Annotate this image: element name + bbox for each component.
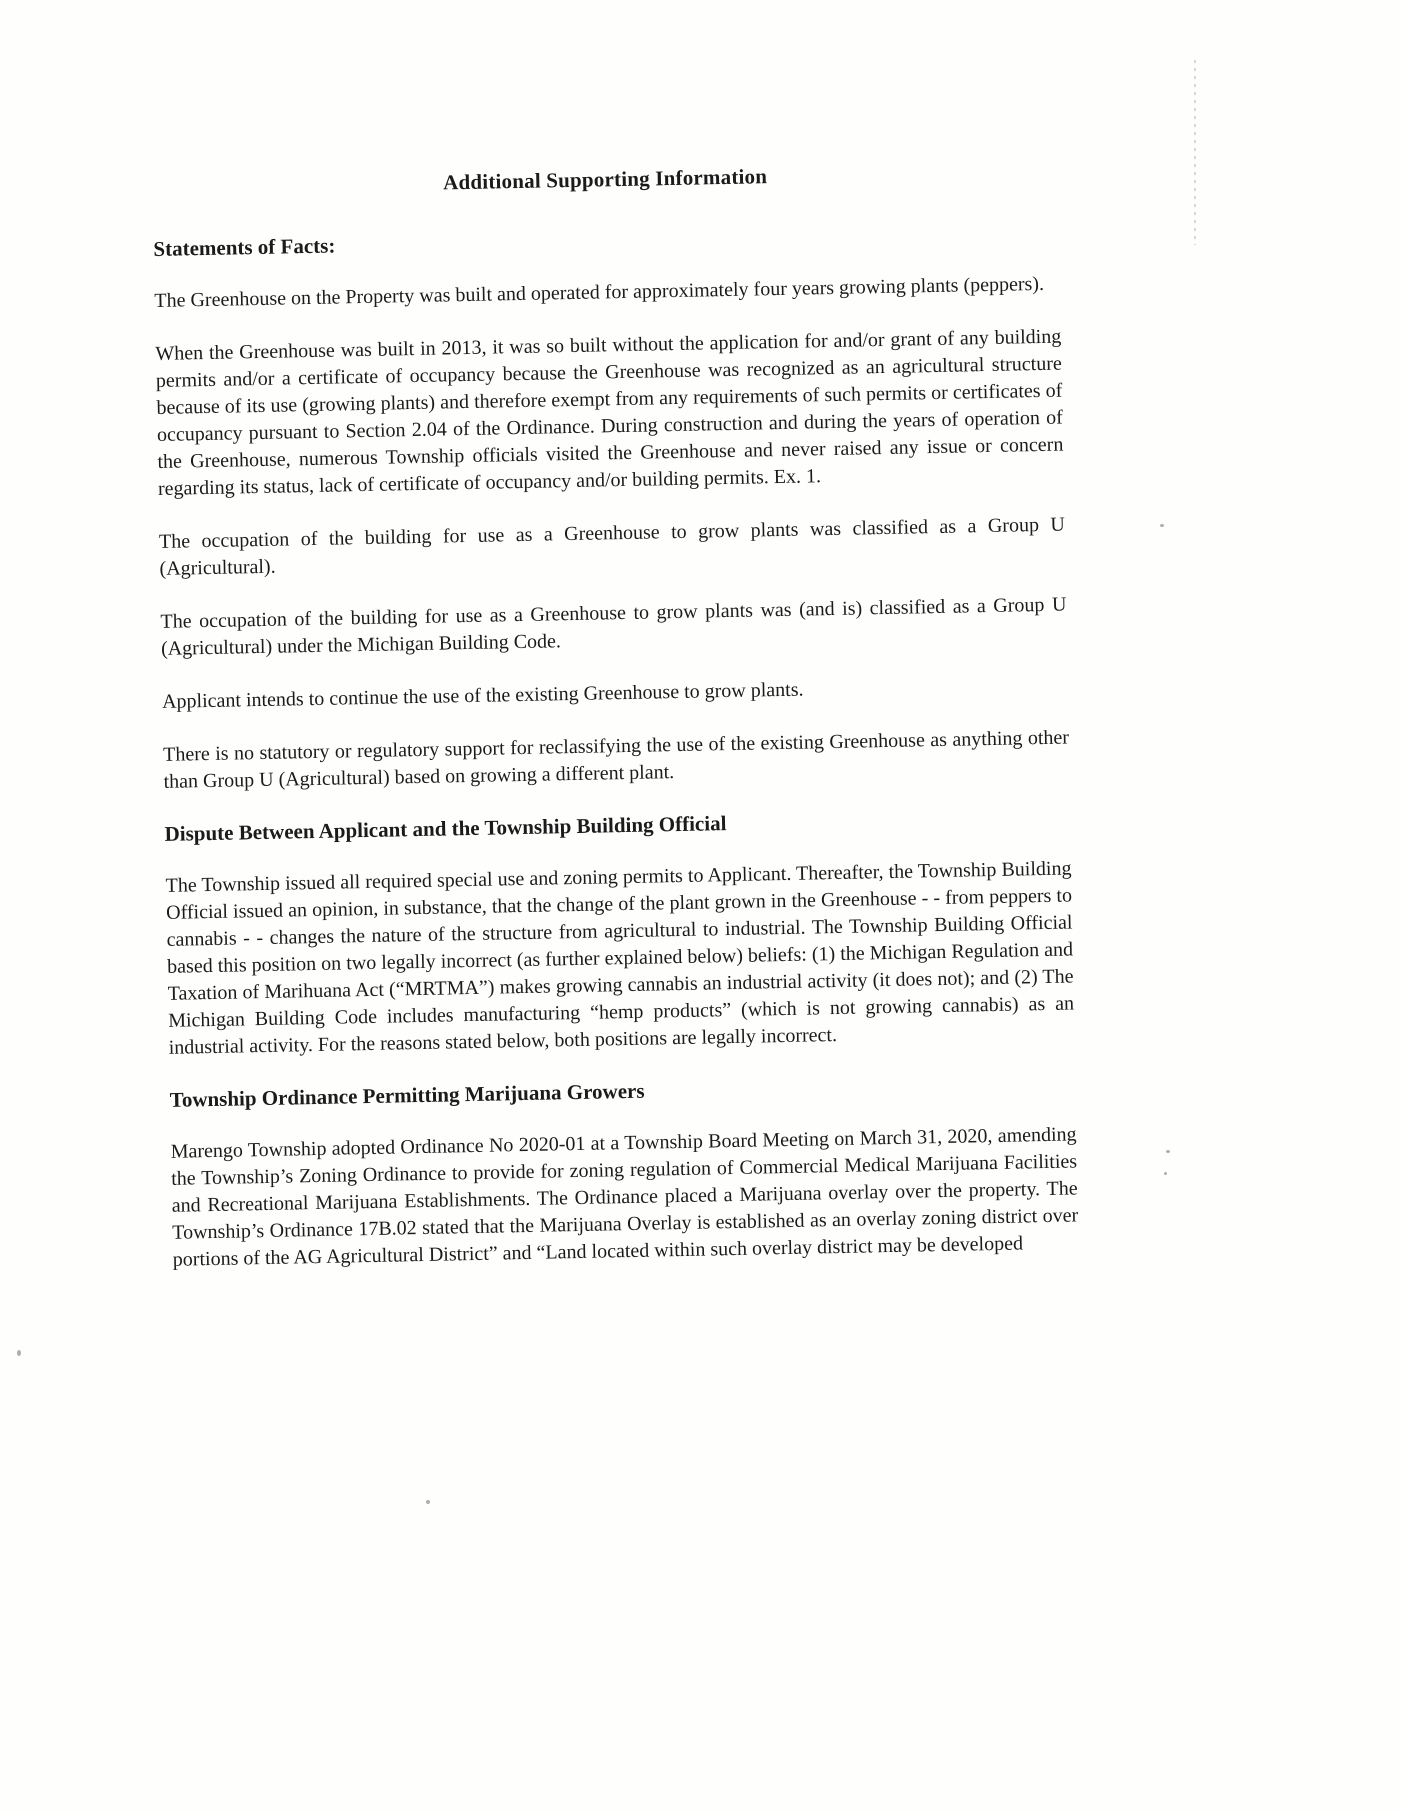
scan-artifact <box>1164 1172 1167 1175</box>
paragraph: The occupation of the building for use as a Greenhouse to grow plants was (and is) classified as a Group U (Agricultural) under the Michigan Building Code. <box>160 593 1067 660</box>
document-content <box>152 159 1079 1300</box>
section-heading-township-ordinance: Township Ordinance Permitting Marijuana Growers <box>169 1078 645 1112</box>
section-heading-statements-of-facts: Statements of Facts: <box>153 233 336 261</box>
scan-artifact <box>1160 524 1164 527</box>
section-township-ordinance <box>170 1070 1079 1273</box>
paragraph: There is no statutory or regulatory support for reclassifying the use of the existing Greenhouse as anything other than Group U (Agricultural) based on growing a different plant. <box>162 726 1070 793</box>
scan-artifact <box>1194 60 1196 245</box>
paragraph: Marengo Township adopted Ordinance No 2020-01 at a Township Board Meeting on March 31, 2020, amending the Township’s Zoning Ordinance to provide for zoning regulation of Commercial Medical Marijuana Facilities and Recreational Marijuana Establishments. The Ordinance placed a Marijuana overlay over the property. The Township’s Ordinance 17B.02 stated that the Marijuana Overlay is established as an overlay zoning district over portions of the AG Agricultural District” and “Land located within such overlay district may be developed <box>170 1123 1079 1271</box>
paragraph: When the Greenhouse was built in 2013, it was so built without the application for and/or grant of any building permits and/or a certificate of occupancy because the Greenhouse was recognized as an agricultural structure because of its use (growing plants) and therefore exempt from any requirements of such permits or certificates of occupancy pursuant to Section 2.04 of the Ordinance. During construction and during the years of operation of the Greenhouse, numerous Township officials visited the Greenhouse and never raised any issue or concern regarding its status, lack of certificate of occupancy and/or building permits. Ex. 1. <box>155 325 1064 500</box>
page-title: Additional Supporting Information <box>442 164 768 195</box>
section-heading-dispute: Dispute Between Applicant and the Township Building Official <box>164 811 727 846</box>
scan-artifact <box>1166 1150 1170 1153</box>
paragraph: The Township issued all required special use and zoning permits to Applicant. Thereafter, the Township Building Official issued an opinion, in substance, that the change of the plant grown in the Greenhouse - - from peppers to cannabis - - changes the nature of the structure from agricultural to industrial. The Township Building Official based this position on two legally incorrect (as further explained below) beliefs: (1) the Michigan Regulation and Taxation of Marihuana Act (“MRTMA”) makes growing cannabis an industrial activity (it does not); and (2) The Michigan Building Code includes manufacturing “hemp products” (which is not growing cannabis) as an industrial activity. For the reasons stated below, both positions are legally incorrect. <box>165 857 1075 1059</box>
paragraph: Applicant intends to continue the use of the existing Greenhouse to grow plants. <box>161 678 804 713</box>
scan-artifact <box>17 1350 21 1356</box>
section-statements-of-facts <box>153 220 1070 796</box>
scan-artifact <box>426 1500 430 1504</box>
paragraph: The occupation of the building for use as a Greenhouse to grow plants was classified as a Group U (Agricultural). <box>158 513 1066 580</box>
section-dispute <box>164 804 1074 1061</box>
paragraph: The Greenhouse on the Property was built and operated for approximately four years growing plants (peppers). <box>154 272 1045 312</box>
